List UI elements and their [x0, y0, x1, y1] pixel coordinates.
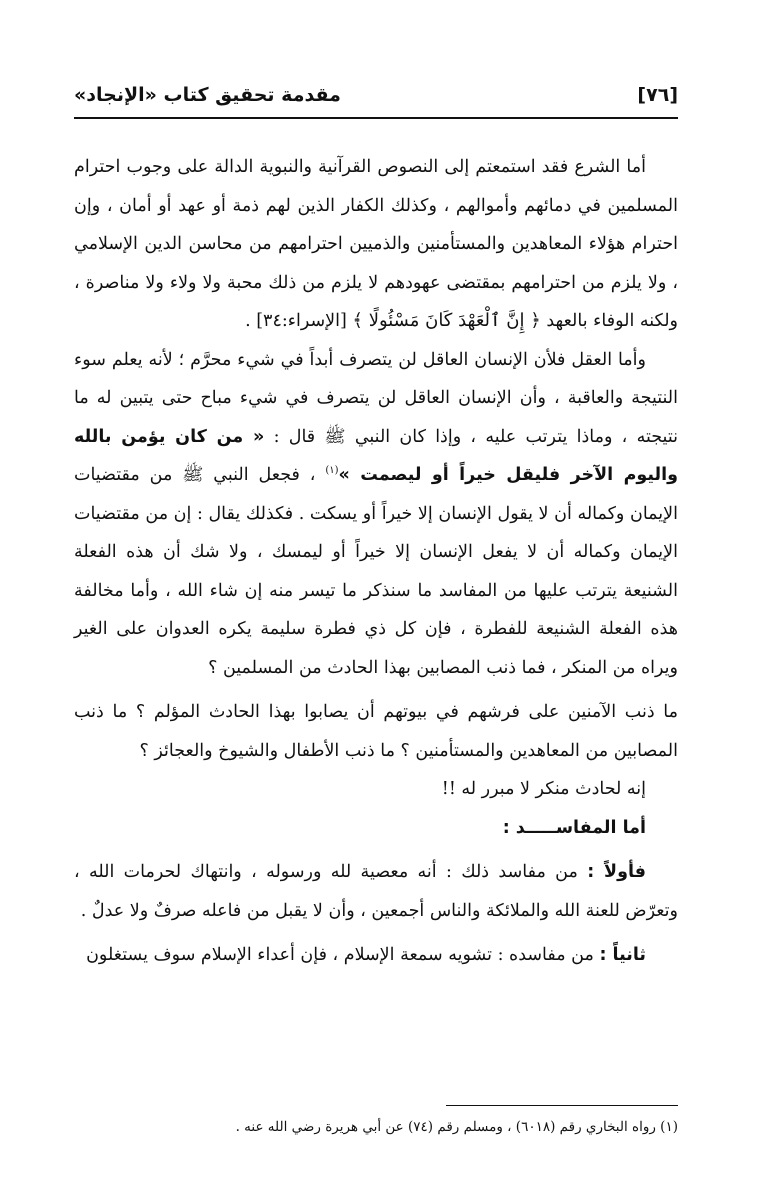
paragraph-second-harm: [74, 936, 678, 975]
paragraph-reason: [74, 341, 678, 688]
paragraph-questions-text: ما ذنب الآمنين على فرشهم في بيوتهم أن يصابوا بهذا الحادث المؤلم ؟ ما ذنب المصابين من المعاهدين والمستأمنين ؟ ما ذنب الأطفال والشيوخ والعجائز ؟: [74, 702, 678, 761]
paragraph-exclamation: [74, 770, 678, 809]
paragraph-sharia: [74, 148, 678, 341]
footnote-reference[interactable]: (١): [325, 465, 339, 477]
section-heading-harms: [74, 809, 678, 848]
header-rule: [74, 117, 678, 119]
footnote-text: (١) رواه البخاري رقم (٦٠١٨) ، ومسلم رقم (٧٤) عن أبي هريرة رضي الله عنه .: [235, 1119, 678, 1135]
first-harm-text: من مفاسد ذلك : أنه معصية لله ورسوله ، وانتهاك لحرمات الله ، وتعرّض للعنة الله والملائكة والناس أجمعين ، وأن لا يقبل من فاعله صرفٌ ولا عدلٌ .: [74, 862, 678, 921]
paragraph-first-harm: [74, 853, 678, 930]
paragraph-reason-lead: وأما العقل فلأن الإنسان العاقل لن يتصرف أبداً في شيء محرَّم ؛ لأنه يعلم سوء النتيجة والعاقبة ، وأن الإنسان العاقل لن يتصرف في شيء مباح حتى يتبين له ما نتيجته ، وماذا يترتب عليه ، وإذا كان النبي ﷺ قال :: [74, 349, 678, 447]
verse-citation: [الإسراء:٣٤] .: [245, 311, 347, 331]
footnote: [74, 1116, 678, 1138]
first-harm-label: فأولاً :: [587, 862, 647, 882]
main-text: [74, 148, 678, 975]
running-title: مقدمة تحقيق كتاب «الإنجاد»: [74, 84, 341, 106]
second-harm-text: من مفاسده : تشويه سمعة الإسلام ، فإن أعداء الإسلام سوف يستغلون: [86, 945, 594, 965]
paragraph-sharia-text: أما الشرع فقد استمعتم إلى النصوص القرآنية والنبوية الدالة على وجوب احترام المسلمين في دمائهم وأموالهم ، وكذلك الكفار الذين لهم ذمة أو عهد أو أمان ، وإن احترام هؤلاء المعاهدين والمستأمنين والذميين احترامهم من محاسن الدين الإسلامي ، ولا يلزم من احترامهم بمقتضى عهودهم لا يلزم من ذلك محبة ولا ولاء ولا مناصرة ، ولكنه الوفاء بالعهد: [74, 157, 678, 331]
hadith-quote: « من كان يؤمن بالله واليوم الآخر فليقل خيراً أو ليصمت »: [74, 426, 678, 485]
page-number: [٧٦]: [637, 84, 678, 106]
quran-verse: ﴿ إِنَّ ٱلْعَهْدَ كَانَ مَسْئُولًا ﴾: [352, 310, 541, 331]
page-header: [74, 78, 678, 112]
section-heading-harms-text: أما المفاســـــد :: [502, 817, 646, 838]
footnote-rule: [446, 1105, 678, 1106]
paragraph-questions: [74, 693, 678, 770]
paragraph-exclamation-text: إنه لحادث منكر لا مبرر له !!: [441, 779, 646, 799]
paragraph-reason-rest: ، فجعل النبي ﷺ من مقتضيات الإيمان وكماله أن لا يقول الإنسان إلا خيراً أو يسكت . فكذلك يقال : إن من مقتضيات الإيمان وكماله أن لا يفعل الإنسان إلا خيراً أو ليمسك ، ولا شك أن هذه الفعلة الشنيعة يترتب عليها من المفاسد ما سنذكر ما تيسر منه إن شاء الله ، وأما مخالفة هذه الفعلة الشنيعة للفطرة ، فإن كل ذي فطرة سليمة يكره العدوان على الغير ويراه من المنكر ، فما ذنب المصابين بهذا الحادث من المسلمين ؟: [74, 465, 678, 678]
second-harm-label: ثانياً :: [599, 945, 646, 965]
